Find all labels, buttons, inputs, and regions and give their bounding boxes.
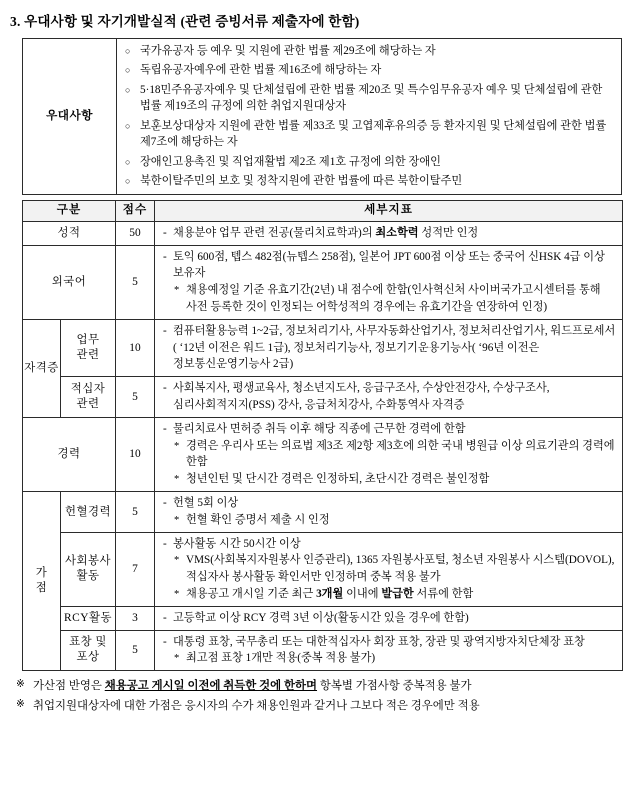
score-rcy: 3 — [116, 606, 155, 630]
list-item: ○ 5·18민주유공자예우 및 단체설립에 관한 법률 제20조 및 특수임무유공자 예우 및 단체설립에 관한 법률 제19조의 규정에 의한 취업지원대상자 — [125, 82, 615, 116]
detail-item: * 채용공고 개시일 기준 최근 3개월 이내에 발급한 서류에 한함 — [162, 586, 617, 603]
score-volunteer: 7 — [116, 532, 155, 606]
score-blood-donation: 5 — [116, 492, 155, 533]
page-title: 3. 우대사항 및 자기개발실적 (관련 증빙서류 제출자에 한함) — [10, 14, 360, 29]
detail-item: - 봉사활동 시간 50시간 이상 — [162, 536, 617, 553]
category-line-1: 가 — [35, 566, 48, 579]
detail-item: * VMS(사회복지자원봉사 인증관리), 1365 자원봉사포털, 청소년 자원봉사 시스템(DOVOL), 적십자사 봉사활동 확인서만 인정하며 중복 적용 불가 — [162, 552, 617, 586]
list-item: ○ 국가유공자 등 예우 및 지원에 관한 법률 제29조에 해당하는 자 — [125, 43, 615, 60]
detail-rcy — [155, 606, 623, 630]
category-bonus-group — [23, 492, 61, 671]
score-award: 5 — [116, 630, 155, 671]
score-criteria-table — [22, 200, 623, 671]
category-foreign-language: 외국어 — [23, 245, 116, 319]
preference-label-cell: 우대사항 — [23, 39, 117, 195]
detail-list — [162, 610, 617, 627]
list-item: ○ 장애인고용촉진 및 직업재활법 제2조 제1호 규정에 의한 장애인 — [125, 154, 615, 171]
category-volunteer — [61, 532, 116, 606]
preference-table — [22, 38, 622, 195]
category-line-1: 표창 및 — [69, 636, 107, 649]
detail-certificate-redcross — [155, 377, 623, 418]
detail-volunteer — [155, 532, 623, 606]
score-certificate-redcross: 5 — [116, 377, 155, 418]
category-line-1: 적십자 — [70, 382, 106, 395]
column-header-detail: 세부지표 — [155, 200, 623, 221]
footnotes — [16, 677, 631, 716]
table-row-volunteer — [23, 532, 623, 606]
category-career: 경력 — [23, 417, 116, 491]
detail-list — [162, 536, 617, 603]
detail-item: * 헌혈 확인 증명서 제출 시 인정 — [162, 512, 617, 529]
detail-item: * 채용예정일 기준 유효기간(2년) 내 점수에 한함(인사혁신처 사이버국가고시센터를 통해 사전 등록한 것이 인정되는 어학성적의 경우에는 유효기간을 연장하여 인정) — [162, 282, 617, 316]
footnote-item: ※ 취업지원대상자에 대한 가점은 응시자의 수가 채용인원과 같거나 그보다 적은 경우에만 적용 — [16, 697, 631, 715]
table-row-certificate-redcross — [23, 377, 623, 418]
detail-list — [162, 323, 617, 373]
score-grade: 50 — [116, 221, 155, 245]
score-career: 10 — [116, 417, 155, 491]
detail-item: - 물리치료사 면허증 취득 이후 해당 직종에 근무한 경력에 한함 — [162, 421, 617, 438]
footnote-item: ※ 가산점 반영은 채용공고 게시일 이전에 취득한 것에 한하며 항복별 가점사항 중복적용 불가 — [16, 677, 631, 695]
table-row-blood-donation — [23, 492, 623, 533]
detail-certificate-work — [155, 319, 623, 376]
detail-item: * 경력은 우리사 또는 의료법 제3조 제2항 제3호에 의한 국내 병원급 이상 의료기관의 경력에 한함 — [162, 438, 617, 472]
category-rcy: RCY활동 — [61, 606, 116, 630]
detail-list — [162, 225, 617, 242]
category-line-2: 관련 — [76, 349, 100, 362]
table-row-grade — [23, 221, 623, 245]
detail-item: - 채용분야 업무 관련 전공(물리치료학과)의 최소학력 성적만 인정 — [162, 225, 617, 242]
category-line-2: 관련 — [76, 398, 100, 411]
detail-list — [162, 634, 617, 668]
table-row-career — [23, 417, 623, 491]
detail-award — [155, 630, 623, 671]
detail-list — [162, 380, 617, 414]
list-item: ○ 북한이탈주민의 보호 및 정착지원에 관한 법률에 따른 북한이탈주민 — [125, 173, 615, 190]
detail-item: * 최고점 표창 1개만 적용(중복 적용 불가) — [162, 650, 617, 667]
category-line-2: 활동 — [76, 570, 100, 583]
detail-item: - 사회복지사, 평생교육사, 청소년지도사, 응급구조사, 수상안전강사, 수상구조사, 심리사회적지지(PSS) 강사, 응급처치강사, 수화통역사 자격증 — [162, 380, 617, 414]
column-header-category: 구분 — [23, 200, 116, 221]
detail-item: - 컴퓨터활용능력 1~2급, 정보처리기사, 사무자동화산업기사, 정보처리산업기사, 워드프로세서( ‘12년 이전은 워드 1급), 정보처리기능사, 정보기기운용기능사( ‘96년 이전은 정보통신운영기능사 2급) — [162, 323, 617, 373]
category-award — [61, 630, 116, 671]
category-certificate-redcross — [61, 377, 116, 418]
score-certificate-work: 10 — [116, 319, 155, 376]
table-row — [23, 39, 622, 195]
category-line-1: 사회봉사 — [64, 554, 111, 567]
table-header-row — [23, 200, 623, 221]
preference-items-cell — [117, 39, 622, 195]
category-line-1: 업무 — [76, 333, 100, 346]
detail-item: - 토익 600점, 텝스 482점(뉴텝스 258점), 일본어 JPT 600점 이상 또는 중국어 신HSK 4급 이상 보유자 — [162, 249, 617, 283]
category-blood-donation: 헌혈경력 — [61, 492, 116, 533]
detail-item: - 헌혈 5회 이상 — [162, 495, 617, 512]
table-row-foreign-language — [23, 245, 623, 319]
category-certificate-work — [61, 319, 116, 376]
list-item: ○ 독립유공자예우에 관한 법률 제16조에 해당하는 자 — [125, 62, 615, 79]
detail-blood-donation — [155, 492, 623, 533]
detail-foreign-language — [155, 245, 623, 319]
score-foreign-language: 5 — [116, 245, 155, 319]
category-certificate-group: 자격증 — [23, 319, 61, 417]
category-line-2: 포상 — [76, 651, 100, 664]
table-row-award — [23, 630, 623, 671]
detail-list — [162, 495, 617, 529]
category-line-2: 점 — [35, 582, 48, 595]
preference-list — [125, 43, 615, 190]
table-row-certificate-work — [23, 319, 623, 376]
table-row-rcy — [23, 606, 623, 630]
column-header-score: 점수 — [116, 200, 155, 221]
detail-career — [155, 417, 623, 491]
detail-list — [162, 421, 617, 488]
detail-list — [162, 249, 617, 316]
category-grade: 성적 — [23, 221, 116, 245]
detail-grade — [155, 221, 623, 245]
detail-item: - 고등학교 이상 RCY 경력 3년 이상(활동시간 있을 경우에 한함) — [162, 610, 617, 627]
detail-item: - 대통령 표창, 국무총리 또는 대한적십자사 회장 표창, 장관 및 광역지방자치단체장 표창 — [162, 634, 617, 651]
list-item: ○ 보훈보상대상자 지원에 관한 법률 제33조 및 고엽제후유의증 등 환자지원 및 단체설립에 관한 법률 제7조에 해당하는 자 — [125, 118, 615, 152]
detail-item: * 청년인턴 및 단시간 경력은 인정하되, 초단시간 경력은 불인정함 — [162, 471, 617, 488]
